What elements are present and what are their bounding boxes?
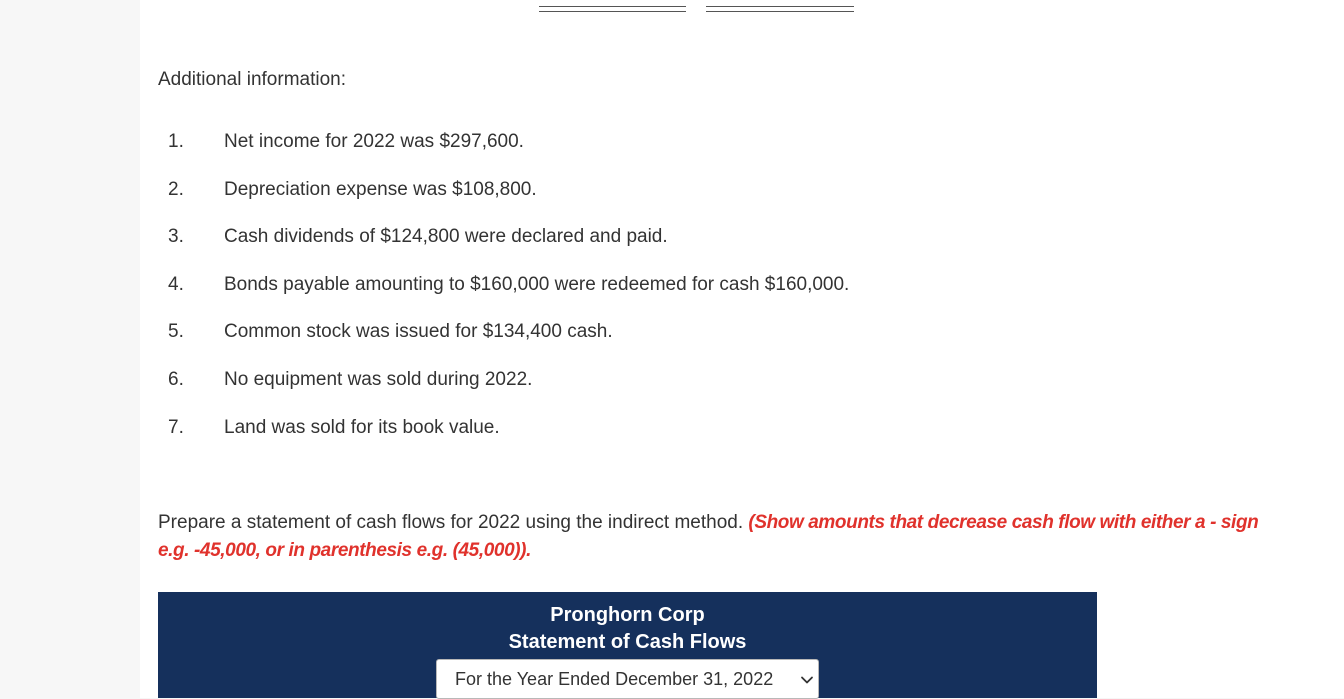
item-text: Common stock was issued for $134,400 cash. bbox=[224, 321, 613, 343]
item-text: No equipment was sold during 2022. bbox=[224, 368, 533, 390]
list-item bbox=[158, 131, 849, 179]
item-number: 6. bbox=[168, 368, 184, 390]
company-name: Pronghorn Corp bbox=[550, 604, 705, 626]
statement-title: Statement of Cash Flows bbox=[508, 631, 747, 653]
list-item bbox=[158, 179, 849, 227]
list-item bbox=[158, 226, 849, 274]
instructions bbox=[158, 509, 1288, 565]
list-item bbox=[158, 369, 849, 417]
double-underline bbox=[706, 6, 854, 12]
list-item bbox=[158, 274, 849, 322]
item-number: 5. bbox=[168, 321, 184, 343]
content-panel bbox=[140, 0, 1344, 698]
item-number: 3. bbox=[168, 226, 184, 248]
list-item bbox=[158, 417, 849, 465]
double-underline bbox=[539, 6, 686, 12]
chevron-down-icon bbox=[800, 673, 814, 687]
period-select-value: For the Year Ended December 31, 2022 bbox=[455, 669, 774, 689]
item-text: Net income for 2022 was $297,600. bbox=[224, 131, 524, 152]
additional-info-heading: Additional information: bbox=[158, 69, 346, 90]
statement-header bbox=[158, 592, 1097, 698]
item-number: 7. bbox=[168, 416, 184, 438]
period-select[interactable] bbox=[436, 659, 819, 699]
item-text: Bonds payable amounting to $160,000 were redeemed for cash $160,000. bbox=[224, 273, 850, 295]
item-text: Cash dividends of $124,800 were declared and paid. bbox=[224, 226, 668, 248]
additional-info-list bbox=[158, 131, 849, 464]
item-text: Depreciation expense was $108,800. bbox=[224, 178, 537, 200]
item-number: 4. bbox=[168, 273, 184, 295]
instructions-note: (Show amounts that decrease cash flow with either a - sign e.g. -45,000, or in parenthesis e.g. (45,000)). bbox=[158, 512, 1259, 561]
item-number: 2. bbox=[168, 178, 184, 200]
list-item bbox=[158, 321, 849, 369]
instructions-text: Prepare a statement of cash flows for 2022 using the indirect method. bbox=[158, 512, 749, 533]
item-text: Land was sold for its book value. bbox=[224, 416, 500, 438]
item-number: 1. bbox=[168, 131, 184, 152]
